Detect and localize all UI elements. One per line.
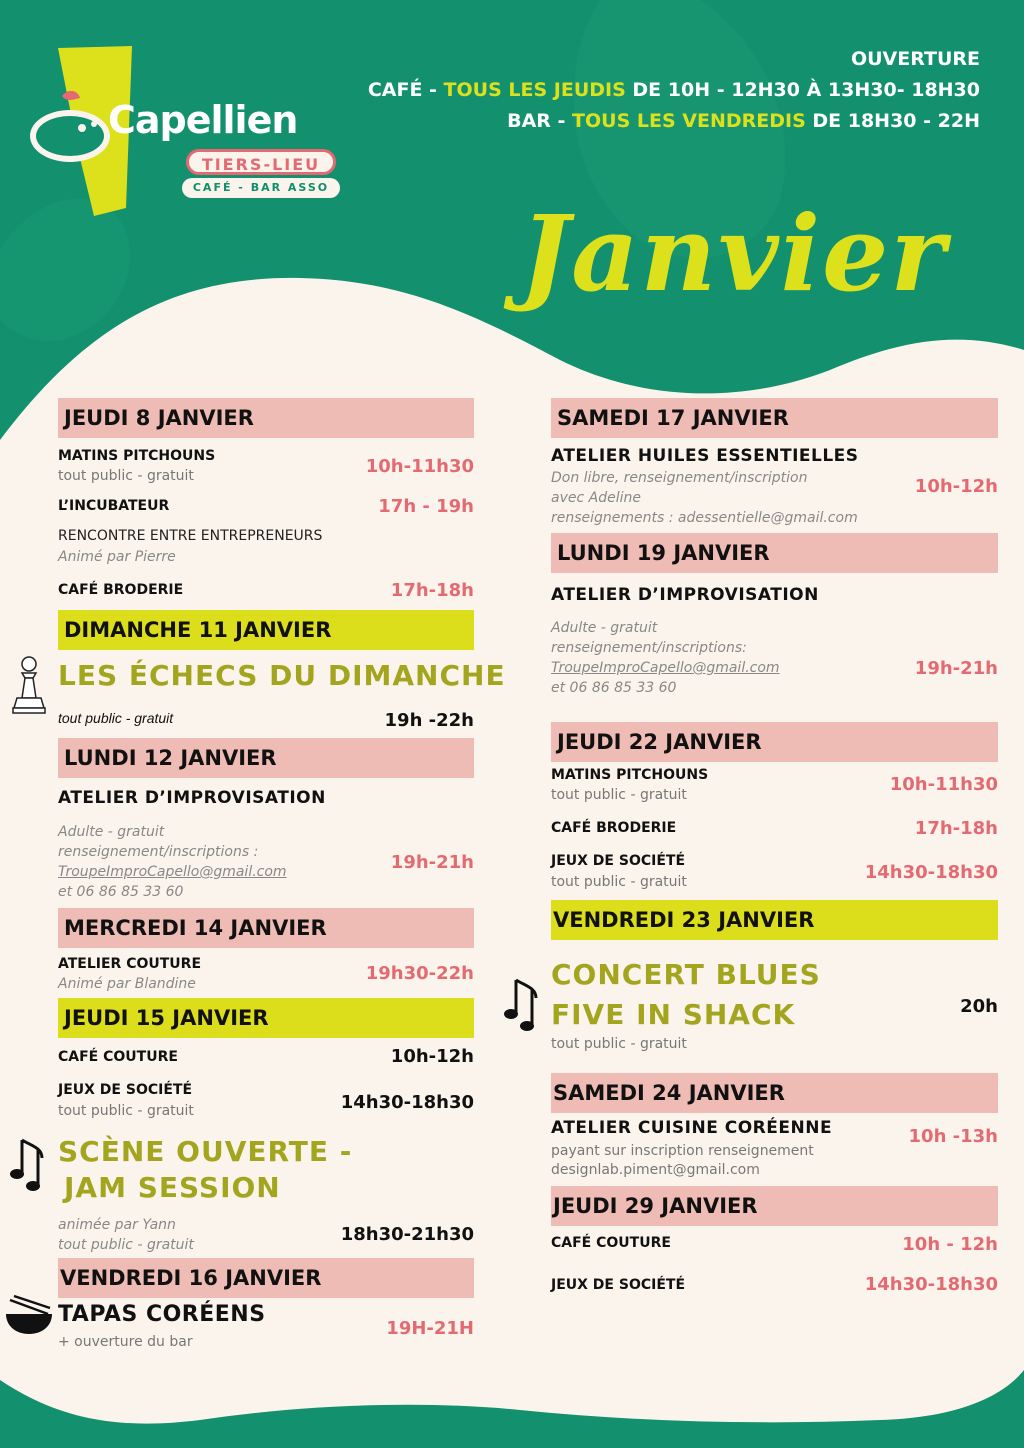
event-info: et 06 86 85 33 60 [551, 680, 677, 696]
music-note-icon [502, 976, 546, 1038]
event-info: Don libre, renseignement/inscription [551, 470, 808, 486]
logo-tagline: CAFÉ - BAR ASSO [182, 178, 340, 198]
event-title: RENCONTRE ENTRE ENTREPRENEURS [58, 528, 323, 544]
event-headline: CONCERT BLUES [551, 958, 821, 991]
event-time: 18h30-21h30 [340, 1224, 474, 1245]
event-title: CAFÉ COUTURE [551, 1235, 671, 1251]
event-time: 17h - 19h [378, 496, 474, 517]
event-info: tout public - gratuit [551, 787, 687, 803]
event-info: + ouverture du bar [58, 1334, 193, 1350]
event-info: avec Adeline [551, 490, 641, 506]
event-time: 10h - 12h [902, 1234, 998, 1255]
event-email-link[interactable]: TroupeImproCapello@gmail.com [58, 864, 287, 880]
date-header: MERCREDI 14 JANVIER [58, 908, 474, 948]
date-header: LUNDI 19 JANVIER [551, 533, 998, 573]
event-headline: JAM SESSION [64, 1171, 281, 1204]
event-info: tout public - gratuit [551, 1036, 687, 1052]
event-info: et 06 86 85 33 60 [58, 884, 184, 900]
date-header: JEUDI 15 JANVIER [58, 998, 474, 1038]
event-info: renseignement/inscriptions : [58, 844, 259, 860]
event-title: CAFÉ BRODERIE [551, 820, 677, 836]
event-time: 19h -22h [384, 710, 474, 731]
event-time: 14h30-18h30 [340, 1092, 474, 1113]
event-title: TAPAS CORÉENS [58, 1302, 266, 1327]
date-header: VENDREDI 23 JANVIER [551, 900, 998, 940]
event-time: 10h -13h [908, 1126, 998, 1147]
event-title: ATELIER CUISINE CORÉENNE [551, 1118, 833, 1138]
bowl-icon [4, 1294, 54, 1336]
event-time: 10h-11h30 [365, 456, 474, 477]
event-time: 20h [960, 996, 998, 1017]
event-email-link[interactable]: TroupeImproCapello@gmail.com [551, 660, 780, 676]
event-title: MATINS PITCHOUNS [58, 448, 216, 464]
event-info: designlab.piment@gmail.com [551, 1162, 760, 1178]
month-title: Janvier [520, 192, 948, 315]
event-info: renseignements : adessentielle@gmail.com [551, 510, 858, 526]
event-info: Adulte - gratuit [58, 824, 165, 840]
date-header: VENDREDI 16 JANVIER [58, 1258, 474, 1298]
event-title: CAFÉ BRODERIE [58, 582, 184, 598]
event-info: animée par Yann [58, 1217, 176, 1233]
event-info: Animé par Pierre [58, 549, 176, 565]
event-time: 17h-18h [390, 580, 474, 601]
event-info: tout public - gratuit [58, 1103, 194, 1119]
opening-title: OUVERTURE [850, 48, 980, 70]
event-title: ATELIER D’IMPROVISATION [58, 788, 326, 808]
event-info: renseignement/inscriptions: [551, 640, 747, 656]
date-header: DIMANCHE 11 JANVIER [58, 610, 474, 650]
logo-name: Capellien [108, 98, 298, 142]
event-info: tout public - gratuit [551, 874, 687, 890]
event-info: tout public - gratuit [58, 468, 194, 484]
chess-pawn-icon [10, 654, 48, 716]
event-time: 19h-21h [390, 852, 474, 873]
event-title: MATINS PITCHOUNS [551, 767, 709, 783]
event-info: tout public - gratuit [58, 710, 174, 726]
event-time: 14h30-18h30 [864, 862, 998, 883]
event-time: 19H-21H [386, 1318, 474, 1339]
date-header: JEUDI 22 JANVIER [551, 722, 998, 762]
event-headline: LES ÉCHECS DU DIMANCHE [58, 659, 506, 692]
event-info: Animé par Blandine [58, 976, 196, 992]
event-time: 10h-12h [390, 1046, 474, 1067]
event-time: 19h-21h [914, 658, 998, 679]
event-time: 17h-18h [914, 818, 998, 839]
logo-subtitle: TIERS-LIEU [186, 149, 336, 175]
date-header: LUNDI 12 JANVIER [58, 738, 474, 778]
event-title: ATELIER COUTURE [58, 956, 202, 972]
event-title: JEUX DE SOCIÉTÉ [551, 1277, 686, 1293]
event-time: 10h-11h30 [889, 774, 998, 795]
event-title: L’INCUBATEUR [58, 498, 170, 514]
event-time: 10h-12h [914, 476, 998, 497]
event-time: 19h30-22h [365, 963, 474, 984]
event-title: JEUX DE SOCIÉTÉ [58, 1082, 193, 1098]
event-title: ATELIER D’IMPROVISATION [551, 585, 819, 605]
event-title: CAFÉ COUTURE [58, 1049, 178, 1065]
event-info: payant sur inscription renseignement [551, 1143, 814, 1159]
event-title: ATELIER HUILES ESSENTIELLES [551, 446, 859, 466]
cafe-hours: CAFÉ - TOUS LES JEUDIS DE 10H - 12H30 À 13H30- 18H30 [367, 79, 980, 101]
music-note-icon [8, 1136, 52, 1198]
bar-hours: BAR - TOUS LES VENDREDIS DE 18H30 - 22H [507, 110, 980, 132]
event-info: tout public - gratuit [58, 1237, 194, 1253]
event-info: Adulte - gratuit [551, 620, 658, 636]
event-title: JEUX DE SOCIÉTÉ [551, 853, 686, 869]
event-time: 14h30-18h30 [864, 1274, 998, 1295]
date-header: JEUDI 8 JANVIER [58, 398, 474, 438]
event-headline: FIVE IN SHACK [551, 998, 796, 1031]
date-header: SAMEDI 17 JANVIER [551, 398, 998, 438]
date-header: JEUDI 29 JANVIER [551, 1186, 998, 1226]
date-header: SAMEDI 24 JANVIER [551, 1073, 998, 1113]
opening-hours [368, 44, 980, 137]
event-headline: SCÈNE OUVERTE - [58, 1135, 353, 1168]
